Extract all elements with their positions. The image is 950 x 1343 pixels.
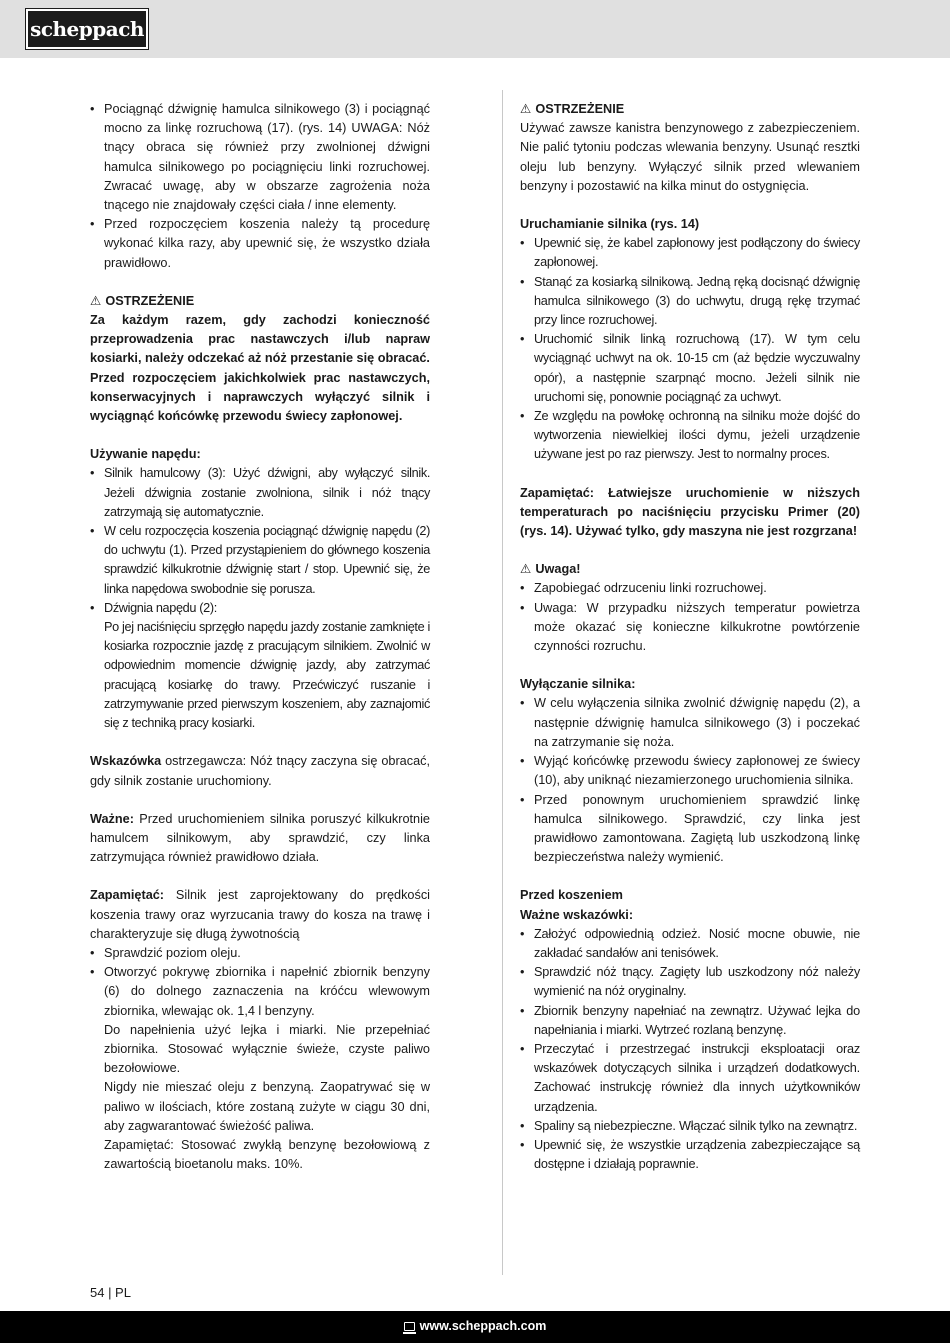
start-heading: Uruchamianie silnika (rys. 14) xyxy=(520,217,700,232)
list-item: • Sprawdzić poziom oleju. xyxy=(90,944,430,963)
list-item: • Zapobiegać odrzuceniu linki rozruchowej. xyxy=(520,579,860,598)
list-item: • Uruchomić silnik linką rozruchową (17). W tym celu wyciągnąć uchwyt na ok. 10-15 cm (aż będzie wyczuwalny opór), a następnie szarpnąć mocno. Jeżeli silnik nie uruchomi się, ponownie pociągnąć za uchwyt. xyxy=(520,330,860,407)
important-text: Przed uruchomieniem silnika poruszyć kilkukrotnie hamulcem silnikowym, aby sprawdzić, czy linka zatrzymująca również prawidłowo działa. xyxy=(90,811,430,865)
list-item: • Sprawdzić nóż tnący. Zagięty lub uszkodzony nóż należy wymienić na nóż oryginalny. xyxy=(520,963,860,1001)
warning-title: OSTRZEŻENIE xyxy=(535,102,625,116)
important-notes-heading: Ważne wskazówki: xyxy=(520,907,634,922)
list-item: • Upewnić się, że wszystkie urządzenia zabezpieczające są dostępne i działają poprawnie. xyxy=(520,1136,860,1174)
caution-bullet-list xyxy=(520,579,860,656)
warning-icon: ⚠ xyxy=(520,102,532,116)
warning-icon: ⚠ xyxy=(90,293,102,308)
warning-heading xyxy=(90,292,430,311)
warning-icon: ⚠ xyxy=(520,562,532,577)
remember-text: Silnik jest zaprojektowany do prędkości koszenia trawy oraz wyrzucania trawy do kosza na trawę i charakteryzuje się długą żywotnością xyxy=(90,888,430,941)
caution-title: Uwaga! xyxy=(535,562,581,577)
warning-text: Używać zawsze kanistra benzynowego z zabezpieczeniem. Nie palić tytoniu podczas wlewania benzyny. Usunąć resztki oleju lub benzyny. Wyłączyć silnik przed wlewaniem benzyny i pozostawić na kilka minut do ostygnięcia. xyxy=(520,121,860,193)
list-item: • Założyć odpowiednią odzież. Nosić mocne obuwie, nie zakładać sandałów ani tenisówek. xyxy=(520,925,860,963)
list-item: • Spaliny są niebezpieczne. Włączać silnik tylko na zewnątrz. xyxy=(520,1117,860,1136)
left-column xyxy=(90,100,430,1174)
footer-band xyxy=(0,1311,950,1343)
list-item: • Otworzyć pokrywę zbiornika i napełnić zbiornik benzyny (6) do dolnego zaznaczenia na króćcu wlewowym zbiornika, wlewając ok. 1,4 l benzyny. xyxy=(90,963,430,1021)
drive-bullet-list xyxy=(90,464,430,618)
remember-bullet-list xyxy=(90,944,430,1021)
monitor-icon xyxy=(404,1322,415,1331)
list-item: • Uwaga: W przypadku niższych temperatur powietrza może okazać się konieczne kilkukrotne powtórzenie czynności rozruchu. xyxy=(520,599,860,657)
list-item: • Wyjąć końcówkę przewodu świecy zapłonowej ze świecy (10), aby uniknąć niezamierzonego uruchomienia silnika. xyxy=(520,752,860,790)
list-item: • Ze względu na powłokę ochronną na silniku może dojść do wytworzenia niewielkiej ilości dymu, jeżeli urządzenie używane jest po raz pierwszy. Jest to normalny proces. xyxy=(520,407,860,465)
list-item: • Przeczytać i przestrzegać instrukcji eksploatacji oraz wskazówek dotyczących silnika i urządzeń dodatkowych. Zachować instrukcję również dla innych użytkowników urządzenia. xyxy=(520,1040,860,1117)
list-item: • Upewnić się, że kabel zapłonowy jest podłączony do świecy zapłonowej. xyxy=(520,234,860,272)
list-item: • Przed rozpoczęciem koszenia należy tą procedurę wykonać kilka razy, aby upewnić się, że wszystko działa prawidłowo. xyxy=(90,215,430,273)
list-item: • Silnik hamulcowy (3): Użyć dźwigni, aby wyłączyć silnik. Jeżeli dźwignia zostanie zwolniona, silnik i nóż tnący zatrzymają się automatycznie. xyxy=(90,464,430,522)
hint-paragraph xyxy=(90,752,430,790)
website-link[interactable]: www.scheppach.com xyxy=(419,1319,547,1333)
remember-continuation: Do napełnienia użyć lejka i miarki. Nie przepełniać zbiornika. Stosować wyłącznie świeże, czyste paliwo bezołowiowe. xyxy=(104,1022,430,1076)
right-column xyxy=(520,100,860,1174)
start-bullet-list xyxy=(520,234,860,464)
column-divider xyxy=(502,90,503,1275)
stop-bullet-list xyxy=(520,694,860,867)
intro-bullet-list xyxy=(90,100,430,273)
notes-bullet-list xyxy=(520,925,860,1175)
scheppach-logo: scheppach xyxy=(26,9,148,49)
warning-text: Za każdym razem, gdy zachodzi konieczność przeprowadzenia prac nastawczych i/lub napraw kosiarki, należy odczekać aż nóż przestanie się obracać. xyxy=(90,313,430,366)
hint-text: ostrzegawcza: Nóż tnący zaczyna się obracać, gdy silnik zostanie uruchomiony. xyxy=(90,754,430,788)
caution-heading xyxy=(520,560,860,579)
page-number: 54 | PL xyxy=(90,1285,131,1300)
remember-continuation: Nigdy nie mieszać oleju z benzyną. Zaopatrywać się w paliwo w ilościach, które zostaną zużyte w ciągu 30 dni, aby zagwarantować świeżość paliwa. xyxy=(104,1080,430,1133)
list-item: • Pociągnąć dźwignię hamulca silnikowego (3) i pociągnąć mocno za linkę rozruchową (17). (rys. 14) UWAGA: Nóż tnący obraca się również przy zwolnionej dźwigni hamulca silnikowego po pociągnięciu linki rozruchowej. Zwracać uwagę, aby w obszarze zagrożenia noża tnącego nie znajdowały części ciała / inne elementy. xyxy=(90,100,430,215)
important-paragraph xyxy=(90,810,430,868)
primer-note: Zapamiętać: Łatwiejsze uruchomienie w niższych temperaturach po naciśnięciu przycisku Primer (20) (rys. 14). Używać tylko, gdy maszyna nie jest rozgrzana! xyxy=(520,485,860,539)
warning-heading xyxy=(520,100,860,119)
list-item: • Dźwignia napędu (2): xyxy=(90,599,430,618)
before-mowing-heading: Przed koszeniem xyxy=(520,888,623,903)
important-label: Ważne: xyxy=(90,811,134,826)
list-item: • Stanąć za kosiarką silnikową. Jedną ręką docisnąć dźwignię hamulca silnikowego (3) do uchwytu, drugą rękę trzymać przy lince rozruchowej. xyxy=(520,273,860,331)
warning-title: OSTRZEŻENIE xyxy=(105,293,195,308)
list-item: • W celu rozpoczęcia koszenia pociągnąć dźwignię napędu (2) do uchwytu (1). Przed przystąpieniem do głównego koszenia sprawdzić kilkukrotnie dźwignię start / stop. Upewnić się, że linka napędowa swobodnie się porusza. xyxy=(90,522,430,599)
remember-continuation: Zapamiętać: Stosować zwykłą benzynę bezołowiową z zawartością bioetanolu maks. 10%. xyxy=(104,1137,430,1172)
remember-label: Zapamiętać: xyxy=(90,888,165,903)
drive-heading: Używanie napędu: xyxy=(90,447,201,462)
stop-heading: Wyłączanie silnika: xyxy=(520,677,636,692)
remember-paragraph xyxy=(90,886,430,944)
hint-label: Wskazówka xyxy=(90,754,162,769)
warning-text: Przed rozpoczęciem jakichkolwiek prac nastawczych, konserwacyjnych i naprawczych wyłączyć silnik i wyciągnąć końcówkę przewodu świecy zapłonowej. xyxy=(90,370,430,424)
drive-continuation: Po jej naciśnięciu sprzęgło napędu jazdy zostanie zamknięte i kosiarka rozpocznie jazdę z pracującym silnikiem. Zwolnić w odpowiednim momencie dźwignię jazdy, aby zatrzymać pracującą kosiarkę do trawy. Przećwiczyć ruszanie i zatrzymywanie przed pierwszym koszeniem, aby zaznajomić się z techniką pracy kosiarki. xyxy=(104,620,430,731)
list-item: • Przed ponownym uruchomieniem sprawdzić linkę hamulca silnikowego. Sprawdzić, czy linka jest prawidłowo zamontowana. Zagiętą lub uszkodzoną linkę bezpieczeństwa należy wymienić. xyxy=(520,791,860,868)
header-band xyxy=(0,0,950,58)
list-item: • Zbiornik benzyny napełniać na zewnątrz. Używać lejka do napełniania i miarki. Wytrzeć rozlaną benzynę. xyxy=(520,1002,860,1040)
list-item: • W celu wyłączenia silnika zwolnić dźwignię napędu (2), a następnie dźwignię hamulca silnikowego (3) i poczekać na zatrzymanie się noża. xyxy=(520,694,860,752)
